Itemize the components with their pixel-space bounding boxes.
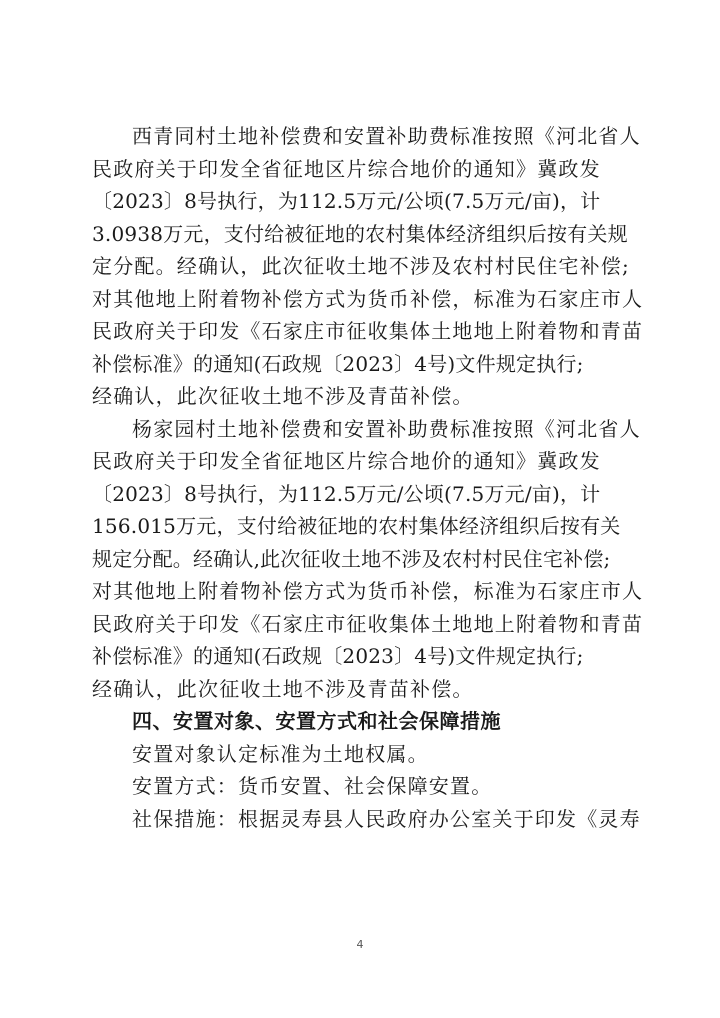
text-line: 规定分配。经确认,此次征收土地不涉及农村村民住宅补偿; (92, 546, 611, 571)
text-line: 补偿标准》的通知(石政规〔2023〕4号)文件规定执行; (92, 351, 584, 376)
text-line: 定分配。经确认，此次征收土地不涉及农村村民住宅补偿; (92, 254, 630, 278)
text-line: 3.0938万元，支付给被征地的农村集体经济组织后按有关规 (92, 221, 628, 246)
paragraph-yangjiayuan-village (92, 413, 644, 706)
text-line: 社保措施：根据灵寿县人民政府办公室关于印发《灵寿 (132, 806, 641, 831)
text-line: 经确认，此次征收土地不涉及青苗补偿。 (92, 676, 474, 701)
text-line: 民政府关于印发《石家庄市征收集体土地地上附着物和青苗 (92, 611, 644, 636)
text-line: 民政府关于印发《石家庄市征收集体土地地上附着物和青苗 (92, 319, 644, 343)
text-line: 民政府关于印发全省征地区片综合地价的通知》冀政发 (92, 449, 601, 473)
page-body (92, 120, 644, 835)
text-line: 156.015万元，支付给被征地的农村集体经济组织后按有关 (92, 514, 621, 538)
text-line: 〔2023〕8号执行，为112.5万元/公顷(7.5万元/亩)，计 (92, 481, 601, 506)
text-line: 民政府关于印发全省征地区片综合地价的通知》冀政发 (92, 156, 601, 181)
text-line: 杨家园村土地补偿费和安置补助费标准按照《河北省人 (132, 416, 641, 441)
section-heading: 四、安置对象、安置方式和社会保障措施 (132, 709, 501, 733)
text-line: 西青同村土地补偿费和安置补助费标准按照《河北省人 (132, 124, 641, 148)
text-line: 经确认，此次征收土地不涉及青苗补偿。 (92, 384, 474, 408)
text-line: 〔2023〕8号执行，为112.5万元/公顷(7.5万元/亩)，计 (92, 189, 601, 213)
paragraph-xiqingtong-village (92, 120, 644, 413)
text-line: 安置方式：货币安置、社会保障安置。 (132, 774, 493, 798)
text-line: 对其他地上附着物补偿方式为货币补偿，标准为石家庄市人 (92, 286, 644, 311)
text-line: 补偿标准》的通知(石政规〔2023〕4号)文件规定执行; (92, 644, 584, 668)
text-line: 安置对象认定标准为土地权属。 (132, 741, 429, 766)
section-four (92, 705, 640, 835)
page-number: 4 (356, 938, 364, 951)
text-line: 对其他地上附着物补偿方式为货币补偿，标准为石家庄市人 (92, 579, 644, 603)
